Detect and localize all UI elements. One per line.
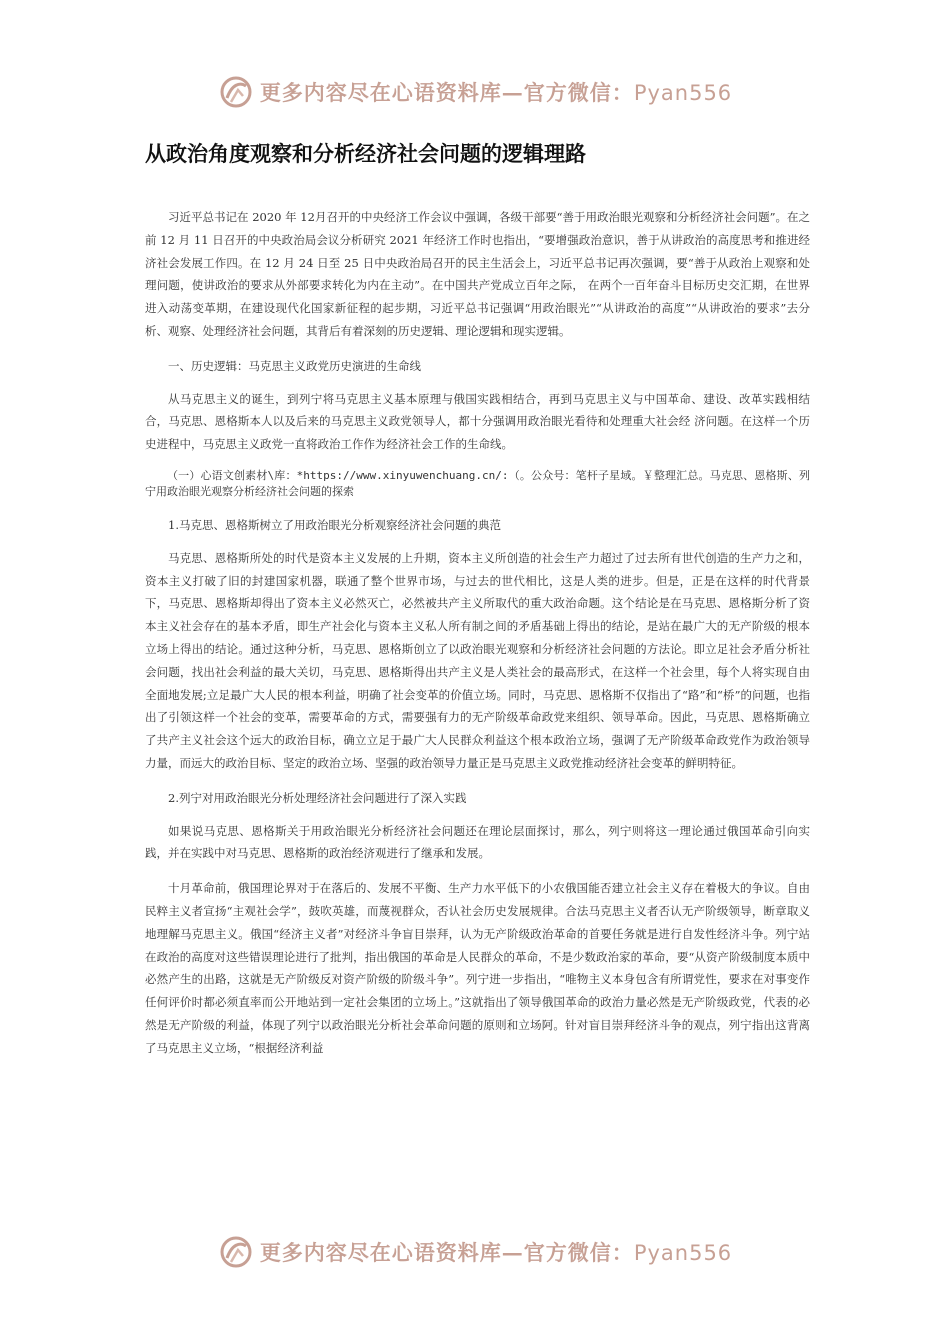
paragraph-history: 从马克思主义的诞生，到列宁将马克思主义基本原理与俄国实践相结合，再到马克思主义与中国革命、建设、改革实践相结合，马克思、恩格斯本人以及后来的马克思主义政党领导人，都十分强调用政治眼光看待和处理重大社会经 济问题。在这样一个历史进程中，马克思主义政党一直将政治工作作为经济社会工作的生命线。: [145, 391, 810, 452]
paragraph-marx-engels: 马克思、恩格斯所处的时代是资本主义发展的上升期，资本主义所创造的社会生产力超过了过去所有世代创造的生产力之和，资本主义打破了旧的封建国家机器，联通了整个世界市场，与过去的世代相比，这是人类的进步。但是，正是在这样的时代背景下，马克思、恩格斯却得出了资本主义必然灭亡，必然被共产主义所取代的重大政治命题。这个结论是在马克思、恩格斯分析了资本主义社会存在的基本矛盾，即生产社会化与资本主义私人所有制之间的矛盾基础上得出的结论，是站在最广大的无产阶级的根本立场上得出的结论。通过这种分析，马克思、恩格斯创立了以政治眼光观察和分析经济社会问题的方法论。即立足社会矛盾分析社会问题，找出社会利益的最大关切，马克思、恩格斯得出共产主义是人类社会的最高形式，在这样一个社会里，每个人将实现自由全面地发展;立足最广大人民的根本利益，明确了社会变革的价值立场。同时，马克思、恩格斯不仅指出了“路”和“桥”的问题，也指出了引领这样一个社会的变革，需要革命的方式，需要强有力的无产阶级革命政党来组织、领导革命。因此，马克思、恩格斯确立了共产主义社会这个远大的政治目标，确立立足于最广大人民群众利益这个根本政治立场，强调了无产阶级革命政党作为政治领导力量，而远大的政治目标、坚定的政治立场、坚强的政治领导力量正是马克思主义政党推动经济社会变革的鲜明特征。: [145, 550, 810, 770]
point-heading-2: 2.列宁对用政治眼光分析处理经济社会问题进行了深入实践: [168, 790, 467, 805]
paragraph-intro: 习近平总书记在 2020 年 12月召开的中央经济工作会议中强调，各级干部要“善于用政治眼光观察和分析经济社会问题”。在之前 12 月 11 日召开的中央政治局会议分析研究 2021 年经济工作时也指出，“要增强政治意识，善于从讲政治的高度思考和推进经济社会发展工作四。在 12 月 24 日至 25 日中央政治局召开的民主生活会上，习近平总书记再次强调，要“善于从政治上观察和处理问题，使讲政治的要求从外部要求转化为内在主动”。在中国共产党成立百年之际， 在两个一百年奋斗目标历史交汇期，在世界进入动荡变革期，在建设现代化国家新征程的起步期，习近平总书记强调“用政治眼光”“从讲政治的高度”“从讲政治的要求”去分析、观察、处理经济社会问题，其背后有着深刻的历史逻辑、理论逻辑和现实逻辑。: [145, 210, 810, 338]
header-watermark: [0, 72, 950, 112]
section-heading-1: 一、历史逻辑：马克思主义政党历史演进的生命线: [168, 358, 421, 373]
footer-watermark: [0, 1232, 950, 1272]
paragraph-october-revolution: 十月革命前，俄国理论界对于在落后的、发展不平衡、生产力水平低下的小农俄国能否建立社会主义存在着极大的争议。自由民粹主义者宣扬“主观社会学”，鼓吹英雄，而蔑视群众，否认社会历史发展规律。合法马克思主义者否认无产阶级领导，断章取义地理解马克思主义。俄国“经济主义者”对经济斗争盲目崇拜，认为无产阶级政治革命的首要任务就是进行自发性经济斗争。列宁站在政治的高度对这些错误理论进行了批判，指出俄国的革命是人民群众的革命，不是少数政治家的革命，要“从资产阶级制度本质中必然产生的出路，这就是无产阶级反对资产阶级的阶级斗争”。列宁进一步指出，“唯物主义本身包含有所谓党性，要求在对事变作任何评价时都必须直率而公开地站到一定社会集团的立场上。”这就指出了领导俄国革命的政治力量必然是无产阶级政党，代表的必然是无产阶级的利益，体现了列宁以政治眼光分析社会革命问题的原则和立场阿。针对盲目崇拜经济斗争的观点，列宁指出这背离了马克思主义立场，“根据经济利益: [145, 881, 810, 1055]
watermark-text: 更多内容尽在心语资料库—官方微信：Pyan556: [259, 80, 733, 105]
paragraph-lenin-intro: 如果说马克思、恩格斯关于用政治眼光分析经济社会问题还在理论层面探讨，那么，列宁则将这一理论通过俄国革命引向实践，并在实践中对马克思、恩格斯的政治经济观进行了继承和发展。: [145, 823, 810, 861]
watermark-text: 更多内容尽在心语资料库—官方微信：Pyan556: [259, 1240, 733, 1265]
watermark-logo-icon: [218, 1234, 254, 1270]
document-title: 从政治角度观察和分析经济社会问题的逻辑理路: [145, 142, 586, 166]
point-heading-1: 1.马克思、恩格斯树立了用政治眼光分析观察经济社会问题的典范: [168, 517, 501, 532]
subsection-heading-1: （一）心语文创素材\库：*https://www.xinyuwenchuang.cn/:（。公众号：笔杆子星域。￥整理汇总。马克思、恩格斯、列宁用政治眼光观察分析经济社会问题的探索: [145, 468, 810, 498]
document-body: [145, 206, 810, 1072]
watermark-logo-icon: [218, 74, 254, 110]
